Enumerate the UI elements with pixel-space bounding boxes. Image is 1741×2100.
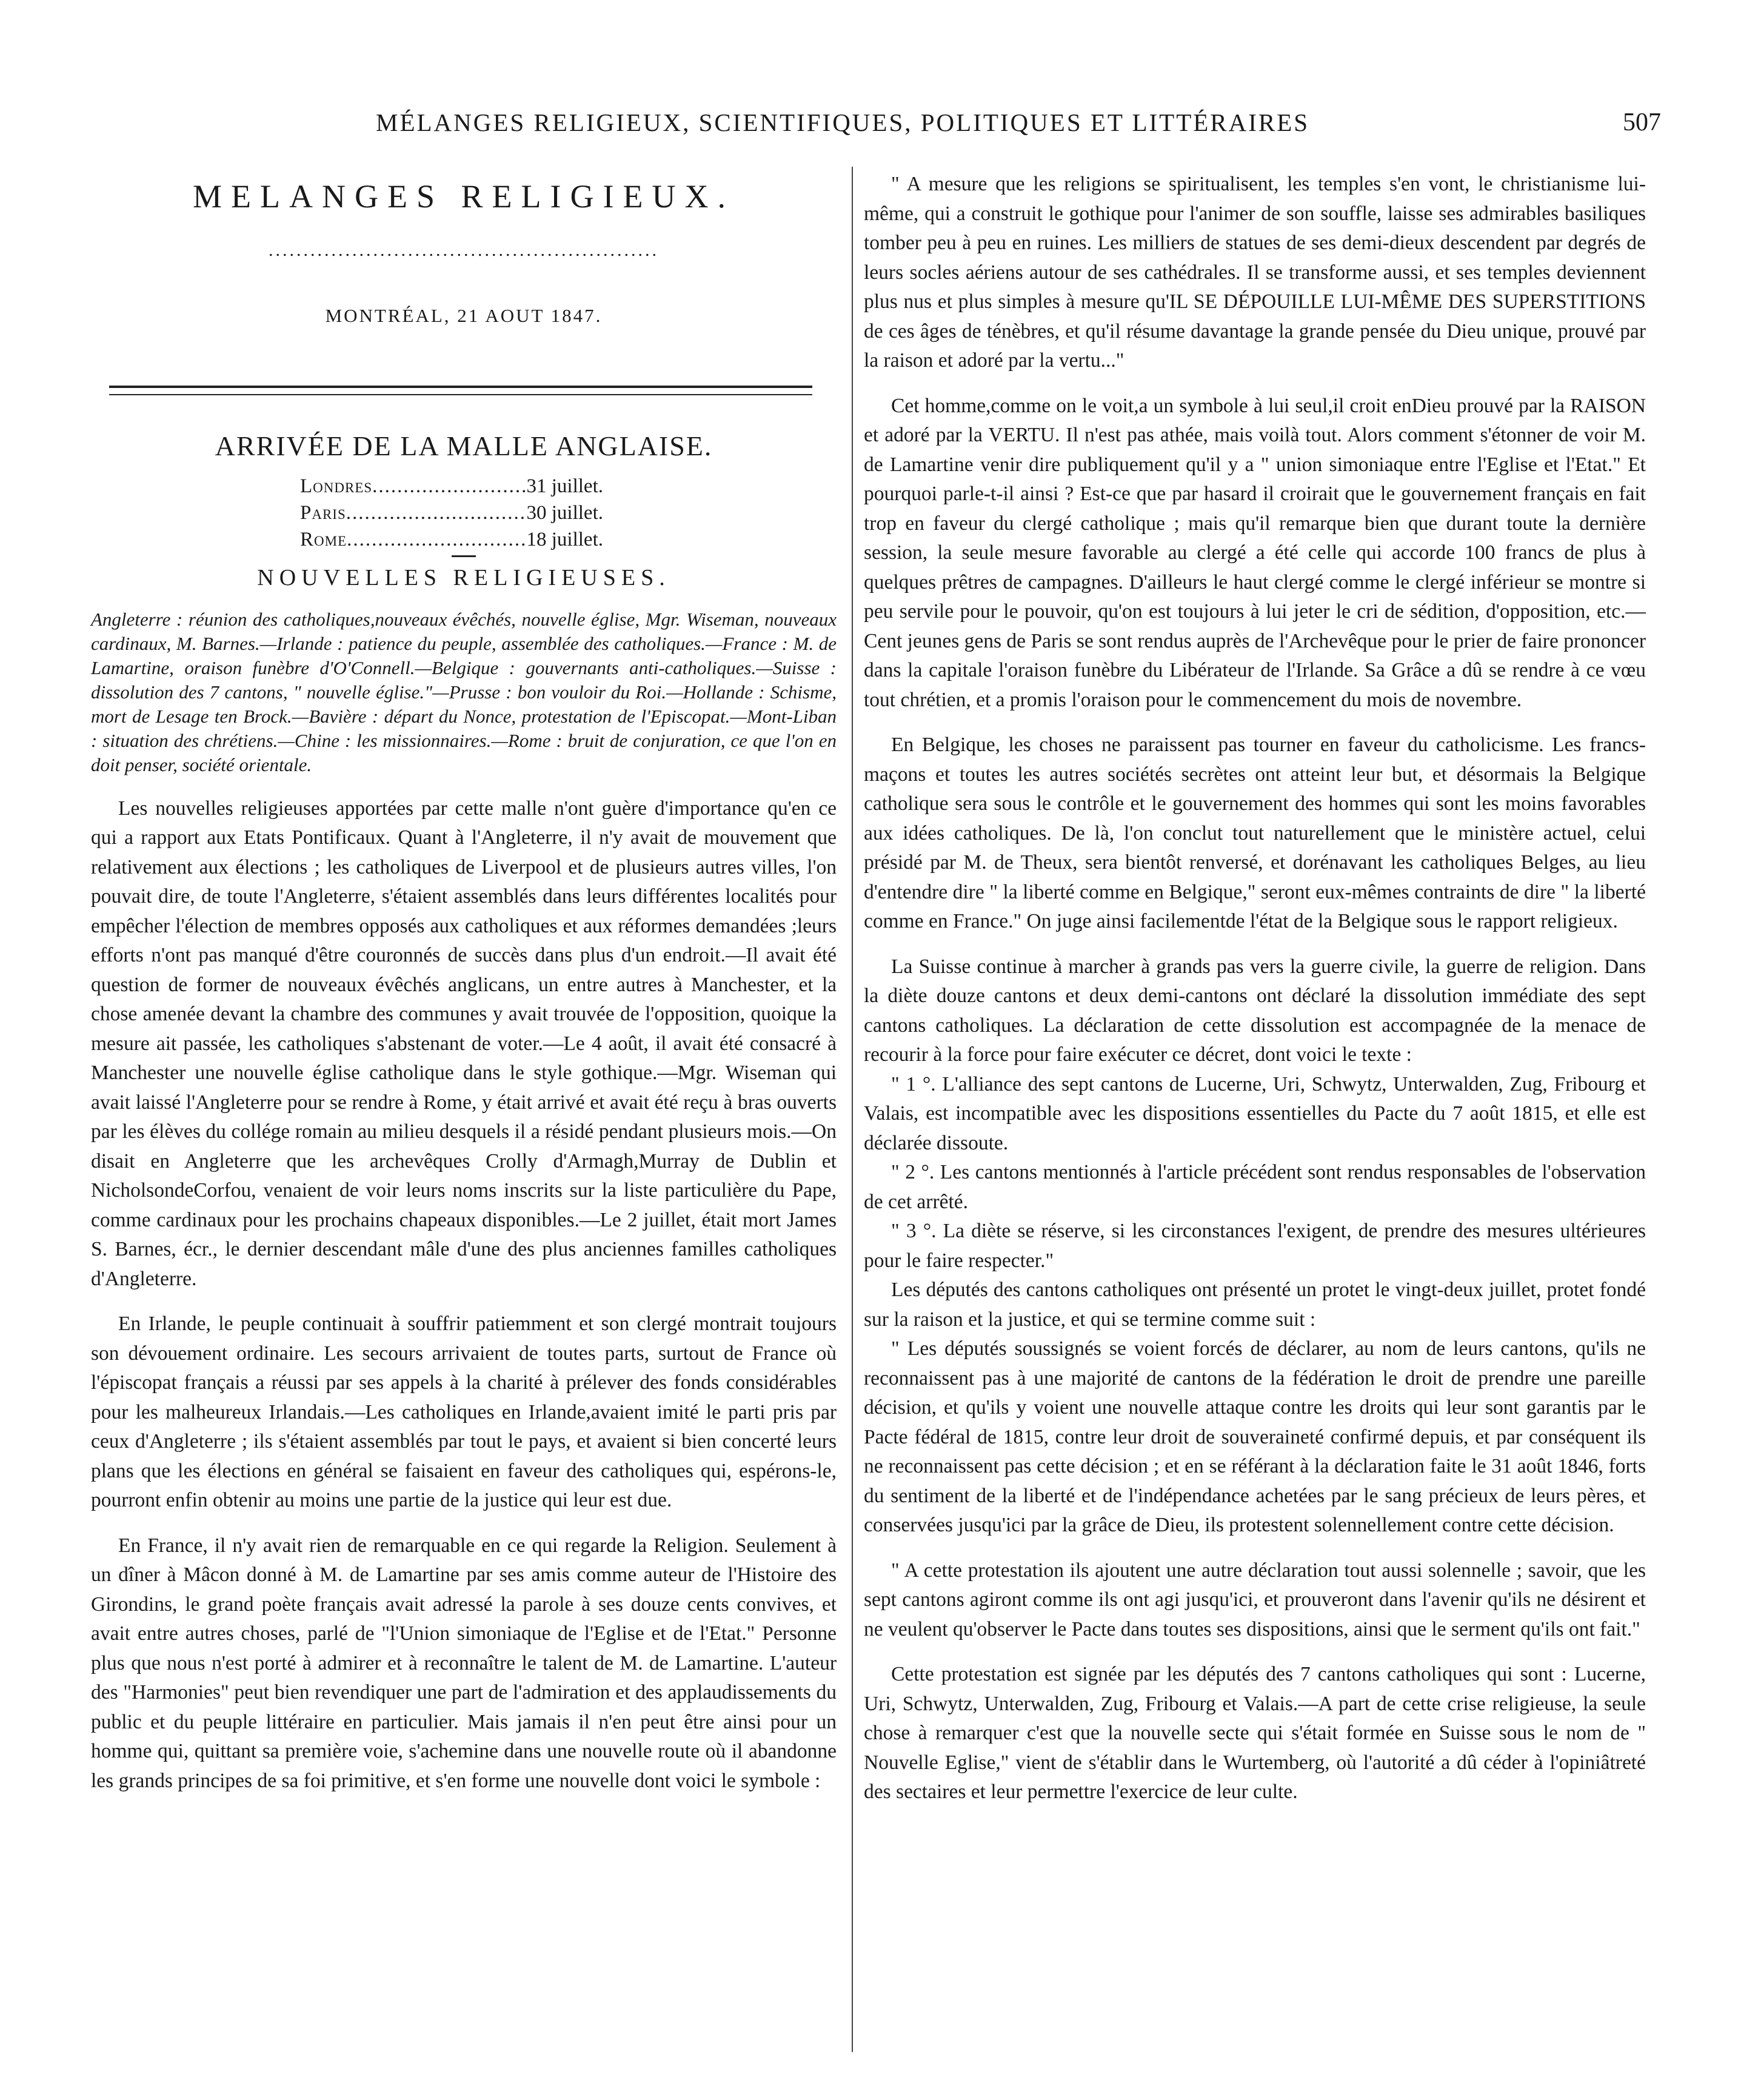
dateline: MONTRÉAL, 21 AOUT 1847. — [325, 305, 603, 326]
mail-date: 18 juillet. — [526, 529, 603, 550]
mail-city: Rome — [300, 529, 347, 550]
paragraph-suisse: La Suisse continue à marcher à grands pas vers la guerre civile, la guerre de religion. Dans la diète douze cantons et deux demi-cantons ont déclaré la dissolution immédiate des sept cantons catholiques. La déclaration de cette dissolution est accompagnée de la menace de recourir à la force pour faire exécuter ce décret, dont voici le texte : — [864, 955, 1646, 1066]
masthead-title: MELANGES RELIGIEUX. — [193, 178, 735, 215]
column-divider — [852, 167, 853, 2052]
paragraph-belgique: En Belgique, les choses ne paraissent pas tourner en faveur du catholicisme. Les francs-maçons et toutes les autres sociétés secrètes ont atteint leur but, et désormais la Belgique catholique sera sous le contrôle et le gouvernement des hommes qui sont les moins favorables aux idées catholiques. De là, l'on conclut tout naturellement que le ministère actuel, celui présidé par M. de Theux, sera bientôt renversé, et dorénavant les catholiques Belges, au lieu d'entendre dire " la liberté comme en Belgique," seront eux-mêmes contraints de dire " la liberté comme en France." On juge ainsi facilementde l'état de la Belgique sous le rapport religieux. — [864, 734, 1646, 932]
leader-dots — [347, 526, 526, 553]
leader-dots — [372, 473, 526, 500]
paragraph-signatories: Cette protestation est signée par les députés des 7 cantons catholiques qui sont : Lucerne, Uri, Schwytz, Unterwalden, Zug, Fribourg et Valais.—A part de cette crise religieuse, la seule chose à remarquer c'est que la nouvelle secte qui s'était formée en Suisse sous le nom de " Nouvelle Eglise," vient de s'établir dans le Wurtemberg, où l'autorité a dû céder à l'opiniâtreté des sectaires et leur permettre l'exercice de leur culte. — [864, 1663, 1646, 1803]
mail-row — [300, 500, 603, 526]
protest-declaration: " A cette protestation ils ajoutent une autre déclaration tout aussi solennelle ; savoir, que les sept cantons agiront comme ils ont agi jusqu'ici, et prouveront dans l'avenir qu'ils ne désirent et ne veulent qu'observer le Pacte dans toutes ses dispositions, ainsi que le serment qu'ils ont fait." — [864, 1559, 1646, 1640]
paragraph-protest-intro: Les députés des cantons catholiques ont présenté un protet le vingt-deux juillet, protet fondé sur la raison et la justice, et qui se termine comme suit : — [864, 1279, 1646, 1331]
protest-text: " Les députés soussignés se voient forcés de déclarer, au nom de leurs cantons, qu'ils ne reconnaissent pas à une majorité de cantons de la fédération le droit de prendre une pareille décision, et qu'ils y voient une nouvelle attaque contre les droits qui leur sont garantis par le Pacte fédéral de 1815, contre leur droit de souveraineté confirmé depuis, et par conséquent ils ne reconnaissent pas cette décision ; et en se référant à la déclaration faite le 31 août 1846, forts du sentiment de la liberté et de l'indépendance achetées par le sang précieux de leurs pères, et conservées jusqu'ici par la grâce de Dieu, ils protestent solennellement contre cette décision. — [864, 1337, 1646, 1536]
lamartine-quote: " A mesure que les religions se spiritualisent, les temples s'en vont, le christianisme lui-même, qui a construit le gothique pour l'animer de son souffle, laisse ses admirables basiliques tomber peu à peu en ruines. Les milliers de statues de ses demi-dieux descendent par degrés de leurs socles aériens autour de ses cathédrales. Il se transforme aussi, et ses temples deviennent plus nus et plus simples à mesure qu'IL SE DÉPOUILLE LUI-MÊME DES SUPERSTITIONS de ces âges de ténèbres, et qu'il résume davantage la grande pensée du Dieu unique, prouvé par la raison et adoré par la vertu..." — [864, 173, 1646, 372]
decree-article: " 2 °. Les cantons mentionnés à l'article précédent sont rendus responsables de l'observation de cet arrêté. — [864, 1161, 1646, 1213]
running-title: MÉLANGES RELIGIEUX, SCIENTIFIQUES, POLITIQUES ET LITTÉRAIRES — [376, 109, 1310, 136]
masthead-dots: ........................................................ — [269, 239, 659, 260]
section-title: NOUVELLES RELIGIEUSES. — [257, 565, 670, 590]
running-head — [91, 108, 1667, 144]
mail-arrival-times — [300, 473, 603, 553]
mail-row — [300, 473, 603, 500]
paragraph-angleterre: Les nouvelles religieuses apportées par cette malle n'ont guère d'importance qu'en ce qui a rapport aux Etats Pontificaux. Quant à l'Angleterre, il n'y avait de mouvement que relativement aux élections ; les catholiques de Liverpool et de plusieurs autres villes, l'on pouvait dire, de toute l'Angleterre, s'étaient assemblés dans leurs différentes localités pour empêcher l'élection de membres opposés aux catholiques et aux réformes demandées ;leurs efforts n'ont pas manqué d'être couronnés de succès dans plus d'un endroit.—Il avait été question de former de nouveaux évêchés anglicans, un entre autres à Manchester, et la chose amenée devant la chambre des communes y avait trouvée de l'opposition, quoique la mesure ait passée, les catholiques s'abstenant de voter.—Le 4 août, il avait été consacré à Manchester une nouvelle église catholique dans le style gothique.—Mgr. Wiseman qui avait laissé l'Angleterre pour se rendre à Rome, y était arrivé et avait été reçu à bras ouverts par les élèves du collége romain au milieu desquels il a résidé pendant plusieurs mois.—On disait en Angleterre que les archevêques Crolly d'Armagh,Murray de Dublin et NicholsondeCorfou, venaient de voir leurs noms inscrits sur la liste particulière du Pape, comme cardinaux pour les prochains chapeaux disponibles.—Le 2 juillet, était mort James S. Barnes, écr., le dernier descendant mâle d'une des plus anciennes familles catholiques d'Angleterre. — [91, 797, 837, 1290]
mail-date: 30 juillet. — [526, 502, 603, 524]
right-column — [864, 170, 1646, 1807]
left-column — [91, 170, 837, 1811]
mail-city: Paris — [300, 502, 346, 524]
double-rule — [109, 386, 812, 395]
mail-row — [300, 526, 603, 553]
article-headline: ARRIVÉE DE LA MALLE ANGLAISE. — [215, 430, 713, 461]
page-number: 507 — [1623, 109, 1661, 136]
paragraph-lamartine-commentary: Cet homme,comme on le voit,a un symbole à lui seul,il croit enDieu prouvé par la RAISON et adoré par la VERTU. Il n'est pas athée, mais voilà tout. Alors comment s'étonner de voir M. de Lamartine venir dire publiquement qu'il y a " union simoniaque entre l'Eglise et l'Etat." Et pourquoi parle-t-il ainsi ? Est-ce que par hasard il croirait que le gouvernement français en fait trop en faveur du clergé catholique ; mais qu'il remarque bien que durant toute la dernière session, la seule mesure favorable au clergé a été celle qui accorde 100 francs de plus à quelques prêtres de campagnes. D'ailleurs le haut clergé comme le clergé inférieur se montre si peu servile pour le pouvoir, qu'on est toujours à lui jeter le cri de sédition, d'opposition, etc.—Cent jeunes gens de Paris se sont rendus auprès de l'Archevêque pour le prier de faire prononcer dans la capitale l'oraison funèbre du Libérateur de l'Irlande. Sa Grâce a dû se rendre à ce vœu tout chrétien, et a promis l'oraison pour le commencement du mois de novembre. — [864, 394, 1646, 711]
mail-city: Londres — [300, 475, 373, 497]
leader-dots — [346, 500, 527, 526]
decree-article: " 3 °. La diète se réserve, si les circonstances l'exigent, de prendre des mesures ultérieures pour le faire respecter." — [864, 1220, 1646, 1272]
mail-date: 31 juillet. — [526, 475, 603, 497]
short-rule — [452, 555, 476, 557]
decree-article: " 1 °. L'alliance des sept cantons de Lucerne, Uri, Schwytz, Unterwalden, Zug, Fribourg et Valais, est incompatible avec les dispositions essentielles du Pacte du 7 août 1815, et elle est déclarée dissoute. — [864, 1072, 1646, 1154]
paragraph-irlande: En Irlande, le peuple continuait à souffrir patiemment et son clergé montrait toujours son dévouement ordinaire. Les secours arrivaient de toutes parts, surtout de France où l'épiscopat français a réussi par ses appels à la charité à prélever des fonds considérables pour les malheureux Irlandais.—Les catholiques en Irlande,avaient imité le parti pris par ceux d'Angleterre ; ils s'étaient assemblés par tout le pays, et avaient si bien concerté leurs plans que les élections en général se faisaient en faveur des catholiques qui, espérons-le, pourront enfin obtenir au moins une partie de la justice qui leur est due. — [91, 1312, 837, 1511]
paragraph-france: En France, il n'y avait rien de remarquable en ce qui regarde la Religion. Seulement à un dîner à Mâcon donné à M. de Lamartine par ses amis comme auteur de l'Histoire des Girondins, le grand poète français avait adressé la parole à ses douze cents convives, et avait entre autres choses, parlé de "l'Union simoniaque de l'Eglise et de l'Etat." Personne plus que nous n'est porté à admirer et à reconnaître le talent de M. de Lamartine. L'auteur des "Harmonies" peut bien revendiquer une part de l'admiration et des applaudissements du public et du peuple littéraire en particulier. Mais jamais il n'en peut être ainsi pour un homme qui, quittant sa première voie, s'achemine dans une nouvelle route où il abandonne les grands principes de sa foi primitive, et s'en forme une nouvelle dont voici le symbole : — [91, 1534, 837, 1792]
news-summary: Angleterre : réunion des catholiques,nouveaux évêchés, nouvelle église, Mgr. Wiseman, nouveaux cardinaux, M. Barnes.—Irlande : patience du peuple, assemblée des catholiques.—France : M. de Lamartine, oraison funèbre d'O'Connell.—Belgique : gouvernants anti-catholiques.—Suisse : dissolution des 7 cantons, " nouvelle église."—Prusse : bon vouloir du Roi.—Hollande : Schisme, mort de Lesage ten Brock.—Bavière : départ du Nonce, protestation de l'Episcopat.—Mont-Liban : situation des chrétiens.—Chine : les missionnaires.—Rome : bruit de conjuration, ce que l'on en doit penser, société orientale. — [91, 608, 837, 775]
